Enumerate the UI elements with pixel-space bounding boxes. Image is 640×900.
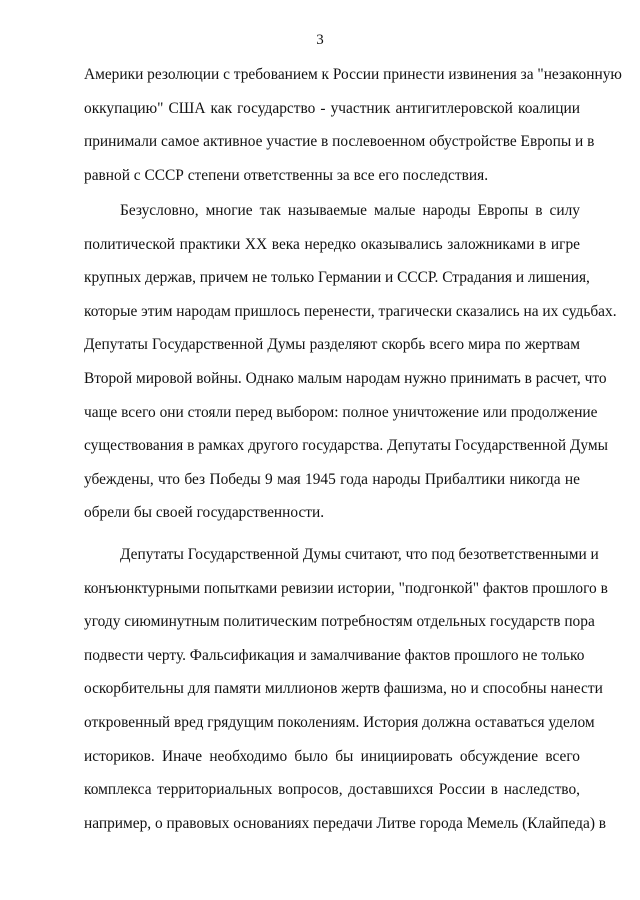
text-line: обрели бы своей государственности. bbox=[84, 504, 325, 522]
text-line: чаще всего они стояли перед выбором: полное уничтожение или продолжение bbox=[84, 403, 598, 421]
text-line: существования в рамках другого государства. Депутаты Государственной Думы bbox=[84, 437, 609, 455]
text-line: политической практики XX века нередко оказывались заложниками в игре bbox=[84, 235, 580, 253]
text-line: Безусловно, многие так называемые малые народы Европы в силу bbox=[120, 202, 580, 219]
text-line: Второй мировой войны. Однако малым народам нужно принимать в расчет, что bbox=[84, 369, 607, 387]
text-line: которые этим народам пришлось перенести, трагически сказались на их судьбах. bbox=[84, 302, 617, 320]
text-line: равной с СССР степени ответственны за все его последствия. bbox=[84, 166, 489, 184]
text-line: оскорбительны для памяти миллионов жертв фашизма, но и способны нанести bbox=[84, 680, 603, 698]
text-line: принимали самое активное участие в послевоенном обустройстве Европы и в bbox=[84, 133, 595, 151]
paragraph-2 bbox=[84, 194, 617, 530]
text-line: Депутаты Государственной Думы разделяют скорбь всего мира по жертвам bbox=[84, 336, 580, 354]
text-line: убеждены, что без Победы 9 мая 1945 года народы Прибалтики никогда не bbox=[84, 470, 580, 488]
text-line: подвести черту. Фальсификация и замалчивание фактов прошлого не только bbox=[84, 646, 585, 664]
paragraph-3 bbox=[84, 538, 608, 840]
text-line: крупных держав, причем не только Германии и СССР. Страдания и лишения, bbox=[84, 269, 590, 287]
text-line: например, о правовых основаниях передачи Литве города Мемель (Клайпеда) в bbox=[84, 814, 607, 832]
text-line: конъюнктурными попытками ревизии истории, "подгонкой" фактов прошлого в bbox=[84, 579, 608, 597]
text-line: откровенный вред грядущим поколениям. История должна оставаться уделом bbox=[84, 713, 595, 731]
text-line: комплекса территориальных вопросов, доставшихся России в наследство, bbox=[84, 781, 580, 799]
text-line: оккупацию" США как государство - участник антигитлеровской коалиции bbox=[84, 99, 580, 117]
text-line: Америки резолюции с требованием к России принести извинения за "незаконную bbox=[84, 66, 622, 83]
text-line: историков. Иначе необходимо было бы инициировать обсуждение всего bbox=[84, 747, 580, 765]
page-number: 3 bbox=[316, 32, 324, 48]
text-line: угоду сиюминутным политическим потребностям отдельных государств пора bbox=[84, 613, 595, 631]
paragraph-1 bbox=[84, 58, 622, 192]
text-line: Депутаты Государственной Думы считают, что под безответственными и bbox=[120, 546, 599, 563]
